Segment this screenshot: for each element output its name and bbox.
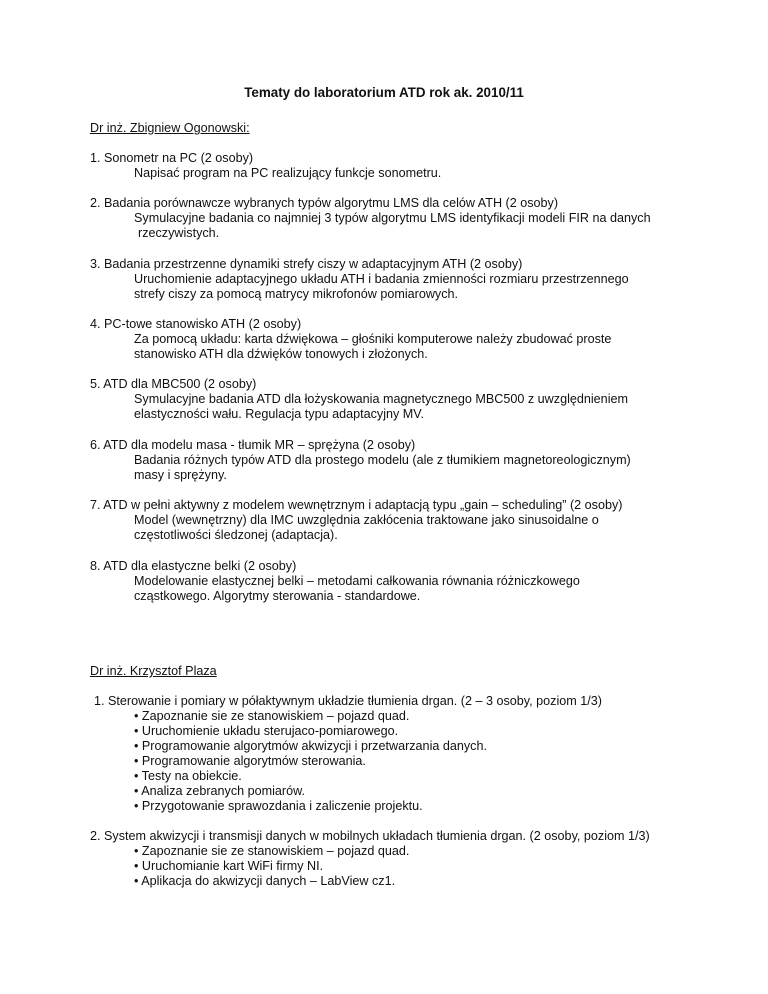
topic-heading: 1. Sonometr na PC (2 osoby) <box>90 151 254 165</box>
bullet-item: • Zapoznanie sie ze stanowiskiem – pojazd quad. <box>134 844 410 858</box>
bullet-item: • Aplikacja do akwizycji danych – LabView cz1. <box>134 874 396 888</box>
topic-description: Uruchomienie adaptacyjnego układu ATH i badania zmienności rozmiaru przestrzennego <box>134 272 629 286</box>
bullet-item: • Przygotowanie sprawozdania i zaliczenie projektu. <box>134 799 423 813</box>
topic-description: Symulacyjne badania co najmniej 3 typów algorytmu LMS identyfikacji modeli FIR na danych <box>134 211 651 225</box>
topic-heading: 3. Badania przestrzenne dynamiki strefy ciszy w adaptacyjnym ATH (2 osoby) <box>90 257 523 271</box>
topic-heading: 6. ATD dla modelu masa - tłumik MR – sprężyna (2 osoby) <box>90 438 416 452</box>
topic-description: strefy ciszy za pomocą matrycy mikrofonów pomiarowych. <box>134 287 459 301</box>
topic-description: Modelowanie elastycznej belki – metodami całkowania równania różniczkowego <box>134 574 580 588</box>
topic-description: masy i sprężyny. <box>134 468 227 482</box>
bullet-item: • Programowanie algorytmów akwizycji i przetwarzania danych. <box>134 739 487 753</box>
bullet-item: • Analiza zebranych pomiarów. <box>134 784 306 798</box>
topic-heading: 2. Badania porównawcze wybranych typów algorytmu LMS dla celów ATH (2 osoby) <box>90 196 559 210</box>
supervisor-plaza: Dr inż. Krzysztof Plaza <box>90 664 217 678</box>
bullet-item: • Programowanie algorytmów sterowania. <box>134 754 366 768</box>
supervisor-ogonowski: Dr inż. Zbigniew Ogonowski: <box>90 121 250 135</box>
topic-description: rzeczywistych. <box>138 226 220 240</box>
topic-heading: 5. ATD dla MBC500 (2 osoby) <box>90 377 257 391</box>
bullet-item: • Zapoznanie sie ze stanowiskiem – pojazd quad. <box>134 709 410 723</box>
bullet-item: • Uruchomienie układu sterujaco-pomiarowego. <box>134 724 399 738</box>
topic-description: Symulacyjne badania ATD dla łożyskowania magnetycznego MBC500 z uwzględnieniem <box>134 392 628 406</box>
topic-description: Napisać program na PC realizujący funkcje sonometru. <box>134 166 442 180</box>
bullet-item: • Testy na obiekcie. <box>134 769 242 783</box>
topic-heading: 4. PC-towe stanowisko ATH (2 osoby) <box>90 317 302 331</box>
topic-description: cząstkowego. Algorytmy sterowania - standardowe. <box>134 589 421 603</box>
topic-heading: 8. ATD dla elastyczne belki (2 osoby) <box>90 559 297 573</box>
topic-heading: 1. Sterowanie i pomiary w półaktywnym układzie tłumienia drgan. (2 – 3 osoby, poziom 1/3) <box>94 694 602 708</box>
topic-heading: 2. System akwizycji i transmisji danych w mobilnych układach tłumienia drgan. (2 osoby, poziom 1/3) <box>90 829 650 843</box>
topic-description: stanowisko ATH dla dźwięków tonowych i złożonych. <box>134 347 428 361</box>
document-title: Tematy do laboratorium ATD rok ak. 2010/11 <box>244 85 524 100</box>
topic-description: Model (wewnętrzny) dla IMC uwzględnia zakłócenia traktowane jako sinusoidalne o <box>134 513 599 527</box>
topic-heading: 7. ATD w pełni aktywny z modelem wewnętrznym i adaptacją typu „gain – scheduling” (2 osoby) <box>90 498 623 512</box>
topic-description: częstotliwości śledzonej (adaptacja). <box>134 528 338 542</box>
topic-description: Badania różnych typów ATD dla prostego modelu (ale z tłumikiem magnetoreologicznym) <box>134 453 631 467</box>
topic-description: elastyczności wału. Regulacja typu adaptacyjny MV. <box>134 407 425 421</box>
bullet-item: • Uruchomianie kart WiFi firmy NI. <box>134 859 324 873</box>
topic-description: Za pomocą układu: karta dźwiękowa – głośniki komputerowe należy zbudować proste <box>134 332 612 346</box>
